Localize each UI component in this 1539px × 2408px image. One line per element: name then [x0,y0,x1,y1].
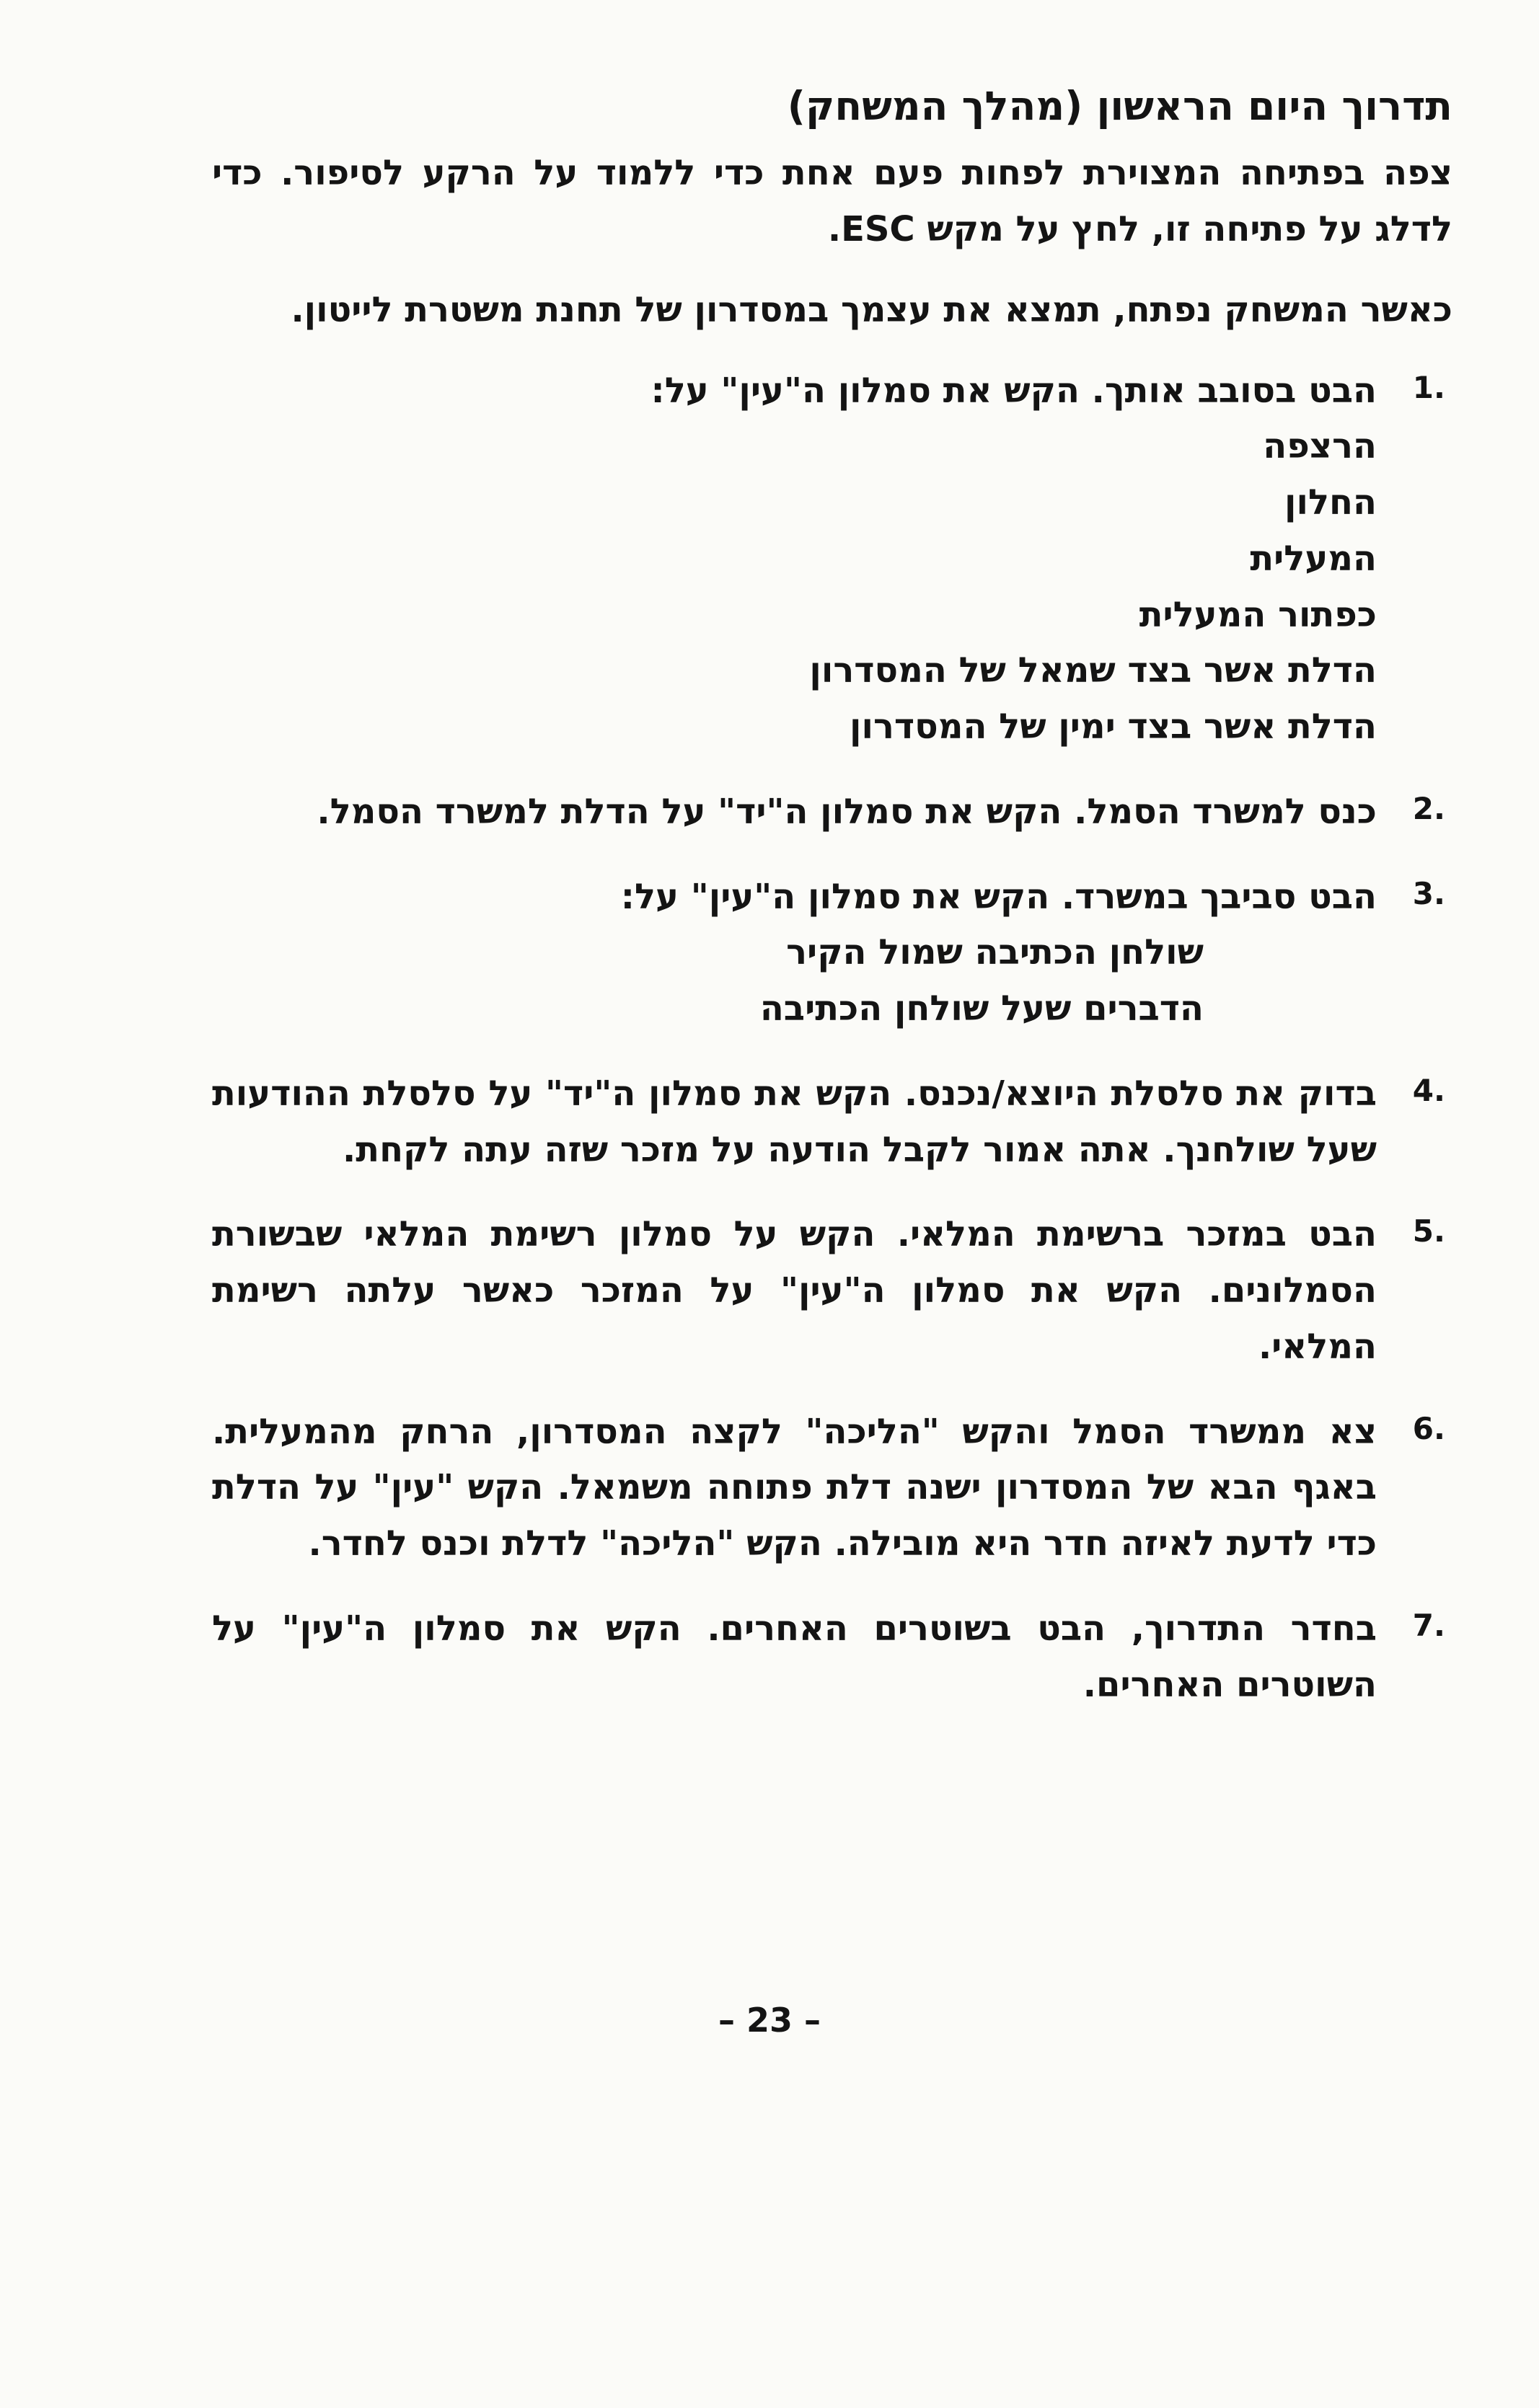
sub-item: כפתור המעלית [1139,594,1377,635]
step-number: .7 [1412,1607,1445,1643]
sub-item: שולחן הכתיבה שמול הקיר [786,932,1204,973]
step-text: הבט במזכר ברשימת המלאי. הקש על סמלון רשימת המלאי שבשורת הסמלונים. הקש את סמלון ה"עין" על המזכר כאשר עלתה רשימת המלאי. [212,1214,1377,1367]
step-number: .2 [1412,790,1445,826]
page-content [212,79,1452,1742]
step-item [212,869,1452,1037]
sub-item: הדברים שעל שולחן הכתיבה [759,988,1204,1029]
step-text: כנס למשרד הסמל. הקש את סמלון ה"יד" על הדלת למשרד הסמל. [317,791,1377,832]
step-item [212,1207,1452,1375]
sub-item: הדלת אשר בצד ימין של המסדרון [850,707,1377,747]
page-number: – 23 – [718,2001,821,2040]
page-title: תדרוך היום הראשון (מהלך המשחק) [787,83,1452,129]
step-item [212,784,1452,841]
intro-paragraph-1: צפה בפתיחה המצוירת לפחות פעם אחת כדי ללמוד על הרקע לסיפור. כדי לדלג על פתיחה זו, לחץ על מקש ESC. [212,153,1452,249]
step-item [212,1066,1452,1179]
step-text: הבט סביבך במשרד. הקש את סמלון ה"עין" על: [620,876,1377,917]
step-item [212,363,1452,756]
step-sublist [212,925,1377,1037]
step-sublist [212,419,1377,756]
sub-item: הרצפה [1263,426,1377,467]
step-text: בחדר התדרוך, הבט בשוטרים האחרים. הקש את סמלון ה"עין" על השוטרים האחרים. [212,1608,1377,1705]
sub-item: החלון [1284,482,1377,523]
sub-item: הדלת אשר בצד שמאל של המסדרון [809,650,1377,691]
step-item [212,1601,1452,1714]
intro-paragraph-2: כאשר המשחק נפתח, תמצא את עצמך במסדרון של תחנת משטרת לייטון. [291,289,1452,330]
sub-item: המעלית [1250,538,1377,579]
step-number: .4 [1412,1072,1445,1108]
step-text: בדוק את סלסלת היוצא/נכנס. הקש את סמלון ה"יד" על סלסלת ההודעות שעל שולחנך. אתה אמור לקבל הודעה על מזכר שזה עתה לקחת. [212,1073,1377,1170]
steps-list [212,363,1452,1714]
step-number: .3 [1412,875,1445,911]
step-text: צא ממשרד הסמל והקש "הליכה" לקצה המסדרון, הרחק מהמעלית. באגף הבא של המסדרון ישנה דלת פתוחה משמאל. הקש "עין" על הדלת כדי לדעת לאיזה חדר היא מובילה. הקש "הליכה" לדלת וכנס לחדר. [212,1411,1377,1564]
step-number: .5 [1412,1213,1445,1249]
step-number: .6 [1412,1410,1445,1446]
step-item [212,1404,1452,1572]
step-text: הבט בסובב אותך. הקש את סמלון ה"עין" על: [651,370,1377,411]
step-number: .1 [1412,369,1445,405]
